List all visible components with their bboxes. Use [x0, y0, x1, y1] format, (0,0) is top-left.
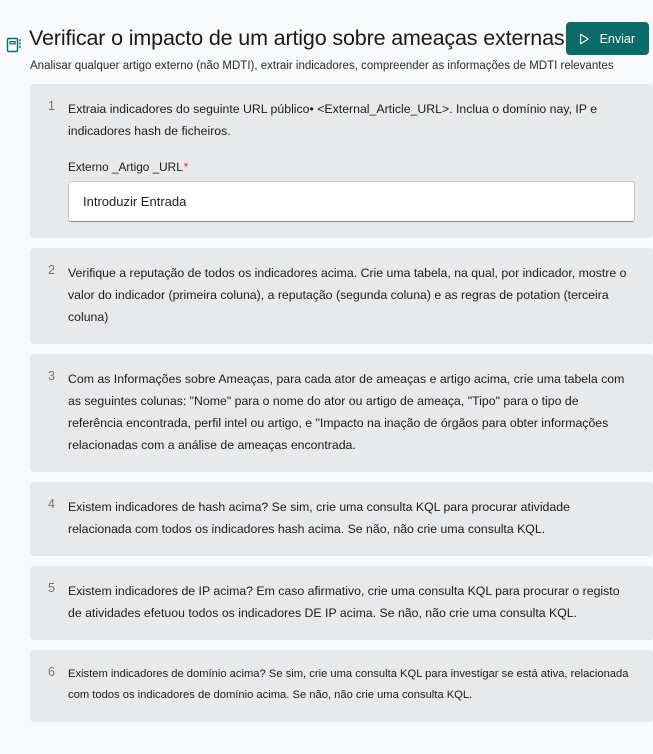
step-body [68, 262, 635, 328]
step-body [68, 664, 635, 706]
required-asterisk: * [183, 160, 189, 174]
step-text: Existem indicadores de domínio acima? Se sim, crie uma consulta KQL para investigar se está ativa, relacionada com todos os indicadores de domínio acima. Se não, não crie uma consulta KQL. [68, 668, 629, 701]
send-button[interactable] [566, 22, 649, 55]
play-icon [577, 32, 591, 46]
step-body [68, 98, 635, 222]
step-body [68, 368, 635, 456]
field-label-text: Externo _Artigo _URL [68, 160, 183, 174]
page-subtitle: Analisar qualquer artigo externo (não MDTI), extrair indicadores, compreender as informações de MDTI relevantes [30, 60, 614, 72]
step-number: 2 [48, 263, 55, 277]
step-number: 1 [48, 99, 55, 113]
external-article-url-field [68, 160, 635, 222]
external-article-url-input[interactable] [68, 181, 635, 222]
step-card [30, 650, 653, 722]
external-article-url-label [68, 160, 635, 174]
step-text: Com as Informações sobre Ameaças, para cada ator de ameaças e artigo acima, crie uma tabela com as seguintes colunas: "Nome" para o nome do ator ou artigo de ameaça, "Tipo" para o tipo de referência encontrada, perfil intel ou artigo, e "Impacto na inação de órgãos para obter informações relacionadas com a análise de ameaças encontrada. [68, 372, 625, 452]
step-number: 5 [48, 581, 55, 595]
step-card [30, 248, 653, 344]
step-body [68, 580, 635, 624]
step-text: Extraia indicadores do seguinte URL público• <External_Article_URL>. Inclua o domínio nay, IP e indicadores hash de ficheiros. [68, 102, 598, 138]
page-title: Verificar o impacto de um artigo sobre ameaças externas [29, 26, 565, 50]
send-button-label: Enviar [599, 31, 635, 46]
step-text: Existem indicadores de hash acima? Se sim, crie uma consulta KQL para procurar atividade relacionada com todos os indicadores hash acima. Se não, não crie uma consulta KQL. [68, 500, 570, 536]
step-body [68, 496, 635, 540]
step-card [30, 354, 653, 472]
step-number: 3 [48, 369, 55, 383]
step-card [30, 482, 653, 556]
step-number: 6 [48, 665, 55, 679]
step-text: Verifique a reputação de todos os indicadores acima. Crie uma tabela, na qual, por indicador, mostre o valor do indicador (primeira coluna), a reputação (segunda coluna) e as regras de potation (terceira coluna) [68, 266, 627, 324]
step-card [30, 566, 653, 640]
page-header [0, 0, 653, 72]
notebook-icon [5, 36, 23, 54]
step-number: 4 [48, 497, 55, 511]
steps-list [30, 84, 653, 732]
step-text: Existem indicadores de IP acima? Em caso afirmativo, crie uma consulta KQL para procurar o registo de atividades efetuou todos os indicadores DE IP acima. Se não, não crie uma consulta KQL. [68, 584, 620, 620]
step-card [30, 84, 653, 238]
